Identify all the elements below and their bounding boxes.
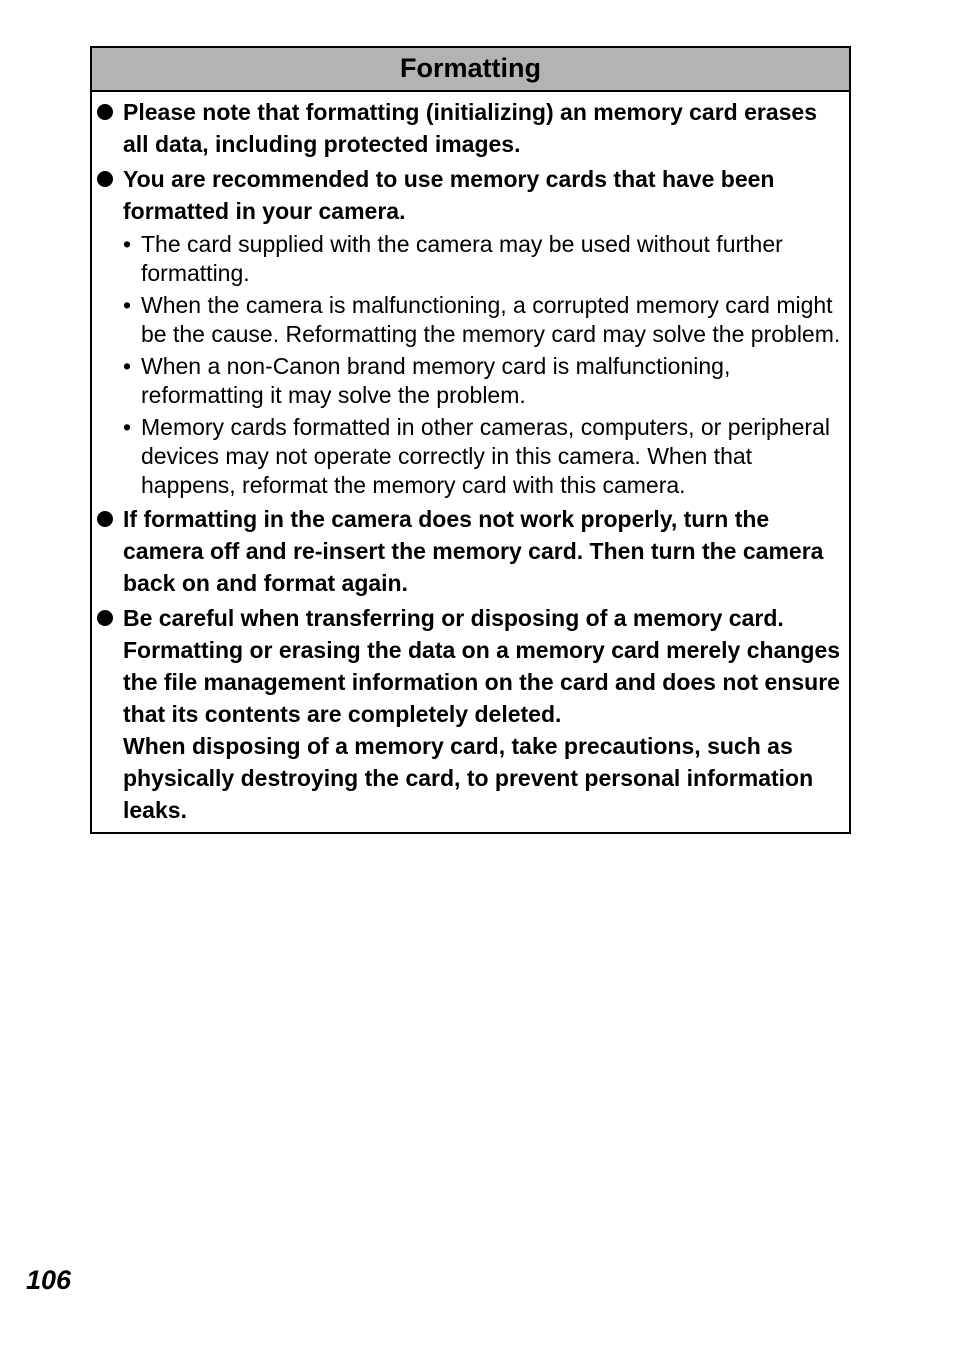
sub-bullet-icon: • [123, 353, 132, 379]
note-item-text: Be careful when transferring or disposing of a memory card. Formatting or erasing the data on a memory card merely changes the file management information on the card and does not ensure that its contents are completely deleted. [123, 605, 841, 727]
sub-item-text: When the camera is malfunctioning, a corrupted memory card might be the cause. Reformatting the memory card may solve the problem. [141, 292, 841, 347]
bullet-dot-icon [97, 511, 113, 527]
sub-item-1 [96, 230, 841, 288]
note-item-3 [96, 503, 841, 599]
note-item-2 [96, 163, 841, 227]
bullet-dot-icon [97, 610, 113, 626]
note-body [92, 92, 849, 832]
note-item-text: When disposing of a memory card, take precautions, such as physically destroying the card, to prevent personal information leaks. [123, 733, 814, 823]
sub-item-2 [96, 291, 841, 349]
sub-item-text: The card supplied with the camera may be used without further formatting. [141, 231, 783, 286]
note-item-4 [96, 602, 841, 826]
note-item-text: You are recommended to use memory cards that have been formatted in your camera. [123, 166, 775, 224]
formatting-note-box [90, 46, 851, 834]
sub-item-4 [96, 413, 841, 500]
sub-item-text: Memory cards formatted in other cameras, computers, or peripheral devices may not operate correctly in this camera. When that happens, reformat the memory card with this camera. [141, 414, 830, 498]
sub-bullet-icon: • [123, 414, 132, 440]
sub-bullet-icon: • [123, 292, 132, 318]
sub-list [96, 230, 841, 500]
page-number: 106 [26, 1265, 72, 1295]
sub-item-text: When a non-Canon brand memory card is malfunctioning, reformatting it may solve the problem. [141, 353, 731, 408]
note-title: Formatting [92, 48, 849, 92]
note-item-1 [96, 96, 841, 160]
bullet-dot-icon [97, 171, 113, 187]
bullet-dot-icon [97, 104, 113, 120]
sub-bullet-icon: • [123, 231, 132, 257]
sub-item-3 [96, 352, 841, 410]
note-item-text: If formatting in the camera does not work properly, turn the camera off and re-insert the memory card. Then turn the camera back on and format again. [123, 506, 824, 596]
note-item-text: Please note that formatting (initializing) an memory card erases all data, including protected images. [123, 99, 818, 157]
